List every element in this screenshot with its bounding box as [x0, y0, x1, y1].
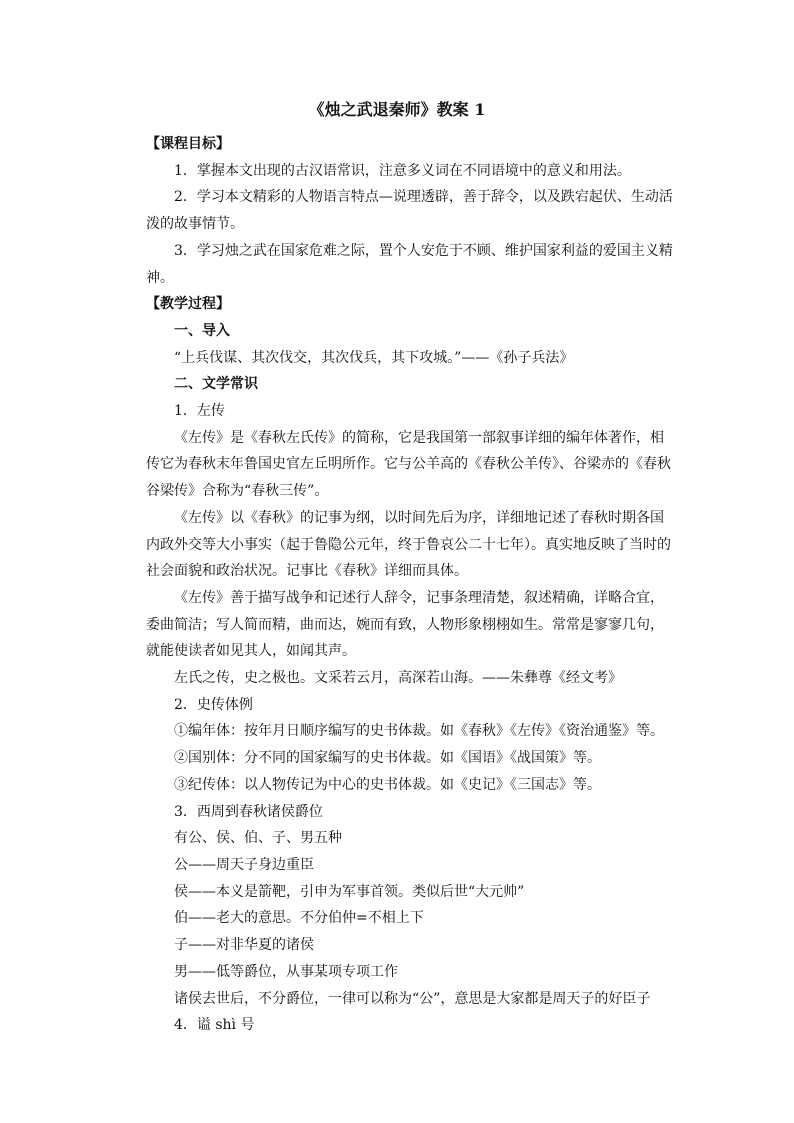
ranks-heading: 3．西周到春秋诸侯爵位 — [174, 803, 323, 820]
goal-item-3: 3．学习烛之武在国家危难之际，置个人安危于不顾、维护国家利益的爱国主义精神。 — [146, 242, 673, 286]
zuozhuan-para-1: 《左传》是《春秋左氏传》的简称，它是我国第一部叙事详细的编年体著作，相传它为春秋末年鲁国史官左丘明所作。它与公羊高的《春秋公羊传》、谷梁赤的《春秋谷梁传》合称为“春秋三传”。 — [146, 429, 671, 500]
intro-quote: “上兵伐谋、其次伐交，其次伐兵，其下攻城。”——《孙子兵法》 — [174, 349, 574, 366]
rank-line-6: 男——低等爵位，从事某项专项工作 — [174, 963, 398, 980]
zuozhuan-para-2: 《左传》以《春秋》的记事为纲，以时间先后为序，详细地记述了春秋时期各国内政外交等大小事实（起于鲁隐公元年，终于鲁哀公二十七年）。真实地反映了当时的社会面貌和政治状况。记事比《春秋》详细而具体。 — [146, 509, 671, 580]
posthumous-heading: 4．谥 shì 号 — [174, 1017, 255, 1034]
genre-heading: 2．史传体例 — [174, 696, 253, 713]
zuozhuan-para-3: 《左传》善于描写战争和记述行人辞令，记事条理清楚，叙述精确，详略合宜，委曲简洁；写人简而精，曲而达，婉而有致，人物形象栩栩如生。常常是寥寥几句，就能使读者如见其人，如闻其声。 — [146, 589, 664, 660]
genre-item-2: ②国别体：分不同的国家编写的史书体裁。如《国语》《战国策》等。 — [174, 750, 601, 767]
goal-item-1: 1．掌握本文出现的古汉语常识，注意多义词在不同语境中的意义和用法。 — [174, 162, 631, 179]
rank-line-3: 侯——本义是箭靶，引申为军事首领。类似后世“大元帅” — [174, 883, 525, 900]
rank-line-4: 伯——老大的意思。不分伯仲=不相上下 — [174, 910, 424, 927]
lit-heading: 二、文学常识 — [174, 376, 258, 393]
goal-item-2: 2．学习本文精彩的人物语言特点—说理透辟，善于辞令，以及跌宕起伏、生动活泼的故事情节。 — [146, 189, 673, 233]
rank-line-7: 诸侯去世后，不分爵位，一律可以称为“公”，意思是大家都是周天子的好臣子 — [174, 990, 651, 1007]
rank-line-1: 有公、侯、伯、子、男五种 — [174, 830, 342, 847]
document-title: 《烛之武退秦师》教案 1 — [308, 100, 486, 119]
genre-item-3: ③纪传体：以人物传记为中心的史书体裁。如《史记》《三国志》等。 — [174, 776, 601, 793]
rank-line-5: 子——对非华夏的诸侯 — [174, 937, 314, 954]
genre-item-1: ①编年体：按年月日顺序编写的史书体裁。如《春秋》《左传》《资治通鉴》等。 — [174, 723, 664, 740]
zuozhuan-quote: 左氏之传，史之极也。文采若云月，高深若山海。——朱彝尊《经文考》 — [174, 670, 622, 687]
goals-heading: 【课程目标】 — [146, 136, 230, 152]
document-body — [146, 131, 674, 1039]
zuozhuan-heading: 1．左传 — [174, 403, 225, 420]
rank-line-2: 公——周天子身边重臣 — [174, 856, 314, 873]
intro-heading: 一、导入 — [174, 322, 230, 339]
process-heading: 【教学过程】 — [146, 296, 230, 313]
